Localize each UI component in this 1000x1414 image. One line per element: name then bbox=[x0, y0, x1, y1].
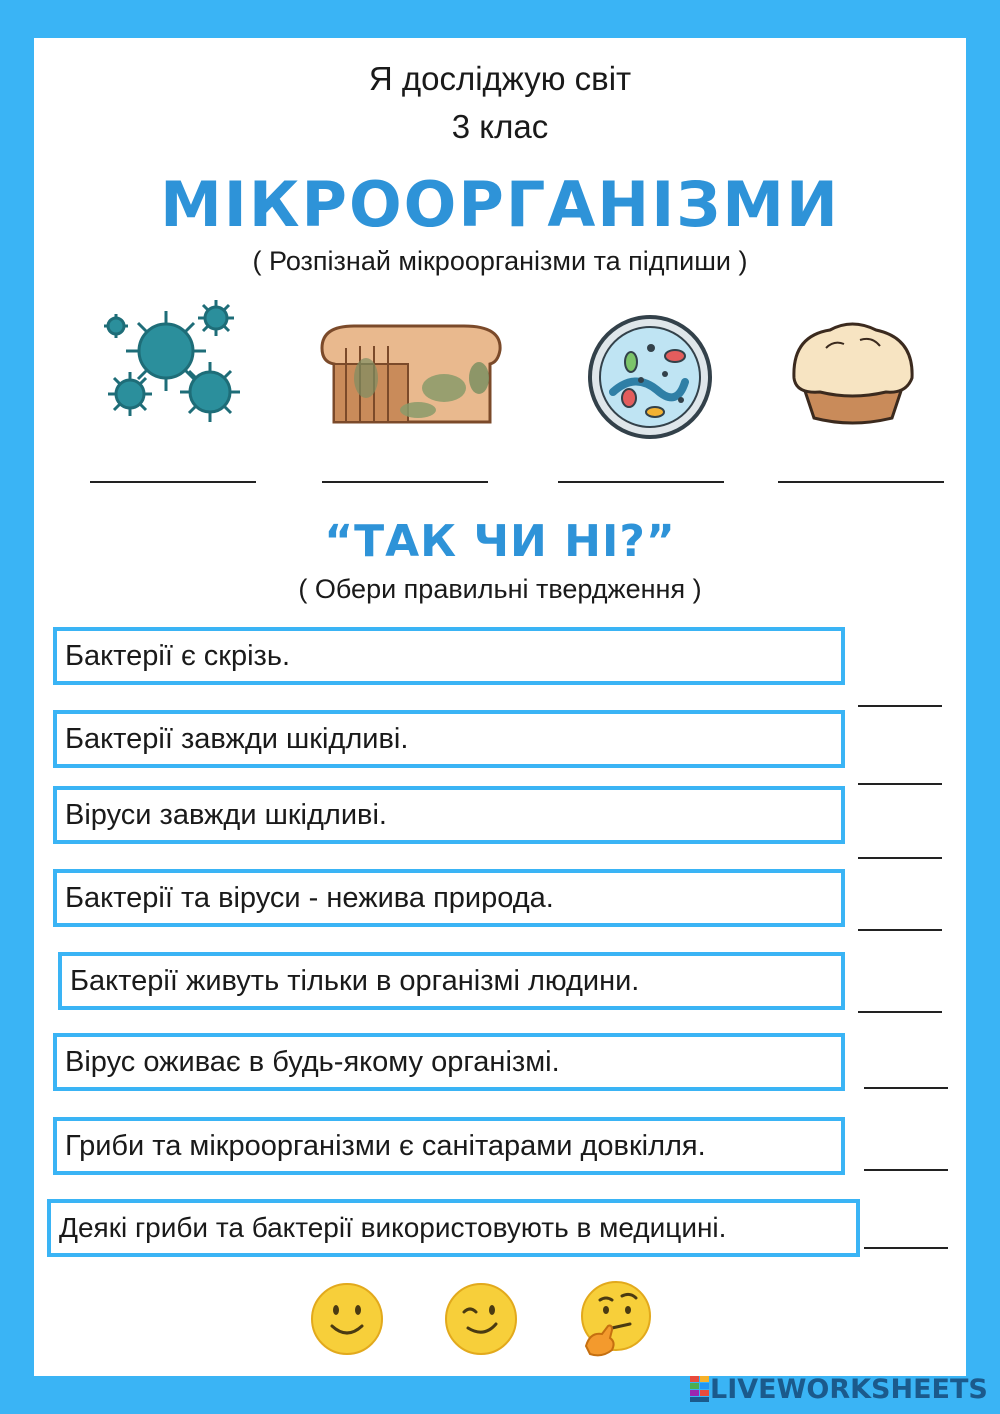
virus-icon bbox=[98, 296, 248, 426]
statement-box bbox=[53, 869, 845, 927]
grade-label: 3 клас bbox=[451, 108, 549, 145]
dough-icon bbox=[786, 318, 920, 430]
image-answer-line-3[interactable] bbox=[558, 481, 724, 483]
answer-blank-5[interactable] bbox=[858, 1011, 942, 1013]
statement-text: Віруси завжди шкідливі. bbox=[65, 798, 387, 831]
statement-box bbox=[53, 627, 845, 685]
statement-text: Бактерії та віруси - нежива природа. bbox=[65, 881, 554, 914]
statement-text: Деякі гриби та бактерії використовують в медицині. bbox=[59, 1212, 727, 1243]
statement-text: Вірус оживає в будь-якому організмі. bbox=[65, 1045, 560, 1078]
image-answer-line-2[interactable] bbox=[322, 481, 488, 483]
answer-blank-1[interactable] bbox=[858, 705, 942, 707]
answer-blank-2[interactable] bbox=[858, 783, 942, 785]
wink-icon[interactable] bbox=[444, 1282, 518, 1356]
answer-blank-8[interactable] bbox=[864, 1247, 948, 1249]
statement-box bbox=[58, 952, 845, 1010]
petri-dish-icon bbox=[585, 312, 715, 442]
subject-title: Я досліджую світ bbox=[368, 60, 632, 97]
answer-blank-7[interactable] bbox=[864, 1169, 948, 1171]
thinking-face-icon[interactable] bbox=[576, 1280, 654, 1358]
statement-text: Бактерії завжди шкідливі. bbox=[65, 722, 409, 755]
statement-text: Бактерії живуть тільки в організмі людини. bbox=[70, 964, 640, 997]
page-title: МІКРООРГАНІЗМИ bbox=[160, 168, 840, 241]
live-logo-icon bbox=[690, 1376, 710, 1402]
answer-blank-3[interactable] bbox=[858, 857, 942, 859]
image-answer-line-1[interactable] bbox=[90, 481, 256, 483]
answer-blank-4[interactable] bbox=[858, 929, 942, 931]
statement-box bbox=[53, 1117, 845, 1175]
moldy-bread-icon bbox=[314, 318, 504, 428]
statement-box bbox=[53, 1033, 845, 1091]
image-answer-line-4[interactable] bbox=[778, 481, 944, 483]
statement-box bbox=[47, 1199, 860, 1257]
quiz-instruction: ( Обери правильні твердження ) bbox=[298, 574, 702, 604]
statement-box bbox=[53, 786, 845, 844]
recognize-instruction: ( Розпізнай мікроорганізми та підпиши ) bbox=[252, 246, 748, 276]
liveworksheets-logo[interactable] bbox=[690, 1373, 988, 1405]
statement-text: Бактерії є скрізь. bbox=[65, 639, 291, 672]
statement-box bbox=[53, 710, 845, 768]
quiz-title: “ТАК ЧИ НІ?” bbox=[324, 516, 676, 567]
smile-icon[interactable] bbox=[310, 1282, 384, 1356]
statement-text: Гриби та мікроорганізми є санітарами довкілля. bbox=[65, 1129, 706, 1162]
brand-name: LIVEWORKSHEETS bbox=[710, 1373, 988, 1405]
answer-blank-6[interactable] bbox=[864, 1087, 948, 1089]
